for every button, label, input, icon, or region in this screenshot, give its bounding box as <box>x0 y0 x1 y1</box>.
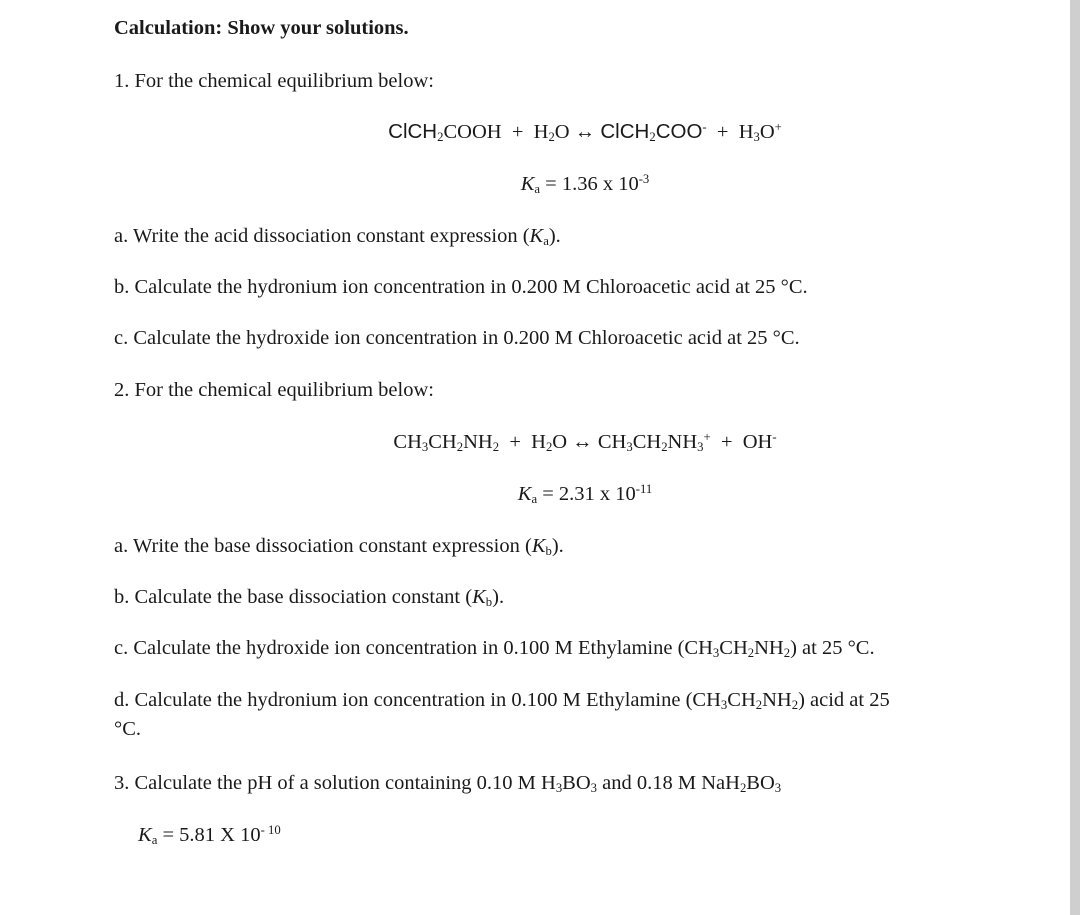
equilibrium-arrow-icon: ↔ <box>574 121 596 143</box>
q3-text: 3. Calculate the pH of a solution containing 0.10 M $H_3BO_3$ and 0.18 M $NaH_2BO_3$ <box>114 772 782 796</box>
q3-ka-value: $K_a = 5.81$ X $10^{- 10}$ <box>138 823 281 848</box>
q2-ka-value: $K_a = 2.31$ x $10^{-11}$ <box>517 482 653 507</box>
q2-part-d-wrap: °C. <box>114 718 141 740</box>
q1-part-c: c. Calculate the hydroxide ion concentration in 0.200 M Chloroacetic acid at 25 °C. <box>114 327 800 349</box>
q2-part-b: b. Calculate the base dissociation constant $(K_b)$. <box>114 586 505 610</box>
q1-equation: ClCH$_2$COOH + $H_2O$ ↔ ClCH$_2$COO- + $H_3O^+$ <box>388 120 782 145</box>
q2-equation: $CH_3CH_2NH_2 + H_2O$ ↔ $CH_3CH_2NH_3^+ + OH^-$ <box>393 430 777 455</box>
q1-intro: 1. For the chemical equilibrium below: <box>114 70 434 92</box>
q2-intro: 2. For the chemical equilibrium below: <box>114 379 434 401</box>
q1-ka-value: $K_a = 1.36$ x $10^{-3}$ <box>520 172 650 197</box>
q2-part-a: a. Write the base dissociation constant expression $(K_b)$. <box>114 535 564 559</box>
q1-part-b: b. Calculate the hydronium ion concentration in 0.200 M Chloroacetic acid at 25 °C. <box>114 276 808 298</box>
q2-part-c: c. Calculate the hydroxide ion concentration in 0.100 M Ethylamine $(CH_3CH_2NH_2)$ at 25 °C. <box>114 637 875 661</box>
q2-part-d: d. Calculate the hydronium ion concentration in 0.100 M Ethylamine $(CH_3CH_2NH_2)$ acid at 25 <box>114 689 890 713</box>
page-heading: Calculation: Show your solutions. <box>114 17 409 39</box>
equilibrium-arrow-icon: ↔ <box>572 431 593 453</box>
q1-part-a: a. Write the acid dissociation constant expression $(K_a)$. <box>114 225 561 249</box>
